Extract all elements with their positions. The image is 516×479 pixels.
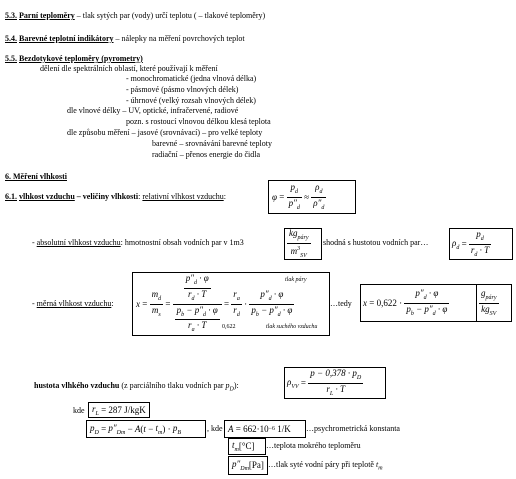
psychrometric-constant-label: …psychrometrická konstanta (306, 424, 400, 433)
section-5-3-number: 5.3. (5, 11, 17, 20)
pyrometer-line: radiační – přenos energie do čidla (152, 150, 261, 159)
section-5-5-number: 5.5. (5, 54, 17, 63)
vapor-density-formula: $\rho_d$ = $\frac{p_d}{r_d \cdot T}$ (449, 228, 513, 260)
kde-label-1: kde (73, 406, 85, 415)
section-5-4-text: – nálepky na měření povrchových teplot (113, 34, 245, 43)
specific-humidity-line: - měrná vlhkost vzduchu: (32, 299, 114, 308)
pyrometer-line: dle vlnové délky – UV, optické, infračervené, radiové (67, 106, 239, 115)
pyrometer-line: barevné – srovnávání barevné teploty (152, 139, 272, 148)
relative-humidity-formula: φ = $\frac{p_d}{p''_d}$ ≈ $\frac{\rho_d}{\rho''_d}$ (268, 180, 356, 214)
pyrometer-line: - pásmové (pásmo vlnových délek) (126, 85, 239, 94)
specific-humidity-result: x = 0,622 · $\frac{p''_d \cdot \varphi}{p_b - p''_d \cdot \varphi}$ (360, 284, 478, 322)
absolute-humidity-line: - absolutní vlhkost vzduchu: hmotnostní obsah vodních par v 1m3 (32, 238, 244, 247)
pyrometer-line: dle způsobu měření – jasové (srovnávací) – pro velké teploty (67, 128, 263, 137)
ratio-value-result: 0,622 (376, 298, 397, 308)
section-6-1-title: vlhkost vzduchu (19, 192, 75, 201)
pyrometer-line: pozn. s rostoucí vlnovou délkou klesá teplota (126, 117, 271, 126)
psychrometric-constant-formula: A = 662·10 −6 1/K (224, 420, 306, 438)
section-5-4 (5, 34, 245, 44)
wet-bulb-temperature-label: …teplota mokrého teploměru (266, 441, 361, 450)
relative-humidity-label: relativní vlhkost vzduchu (142, 192, 224, 201)
section-6-1-number: 6.1. (5, 192, 17, 201)
section-5-4-number: 5.4. (5, 34, 17, 43)
humid-air-density-line: hustota vlhkého vzduchu (z parciálního tlaku vodních par $p_D$): (34, 381, 239, 393)
ratio-value: 0,622 (222, 324, 236, 330)
absolute-humidity-text: : hmotnostní obsah vodních par v 1m3 (120, 238, 244, 247)
specific-humidity-label: měrná vlhkost vzduchu (36, 299, 112, 308)
dry-air-pressure-note: tlak suchého vzduchu (266, 324, 318, 330)
section-5-5-title: Bezdotykové teploměry (pyrometry) (19, 54, 143, 63)
saturated-vapor-pressure-symbol: $p''_{Dm}$ [Pa] (228, 456, 268, 475)
pyrometer-line: - monochromatické (jedna vlnová délka) (126, 74, 257, 83)
gas-constant-formula: $r_L$ = 287 J/kgK (88, 402, 150, 418)
humid-air-density-label: hustota vlhkého vzduchu (34, 381, 120, 390)
section-5-3-text: – tlak sytých par (vody) určí teplotu ( – tlakové teploměry) (74, 11, 266, 20)
wet-bulb-temperature-symbol: $t_m$ [°C] (228, 438, 266, 455)
section-5-3-title: Parní teploměry (19, 11, 75, 20)
pyrometer-line: - úhrnové (velký rozsah vlnových délek) (126, 96, 256, 105)
section-5-4-title: Barevné teplotní indikátory (19, 34, 114, 43)
vapor-pressure-note: tlak páry (285, 277, 307, 283)
saturated-vapor-pressure-label: …tlak syté vodní páry při teplotě $t_m$ (268, 460, 383, 472)
section-6-1-subtitle: – veličiny vlhkosti (74, 192, 139, 201)
section-5-5-heading (5, 54, 143, 64)
section-6-1: 6.1. vlhkost vzduchu – veličiny vlhkosti: relativní vlhkost vzduchu: (5, 192, 226, 201)
section-6-title: 6. Měření vlhkosti (5, 172, 67, 181)
section-5-3 (5, 11, 265, 21)
partial-pressure-formula: $p_D$ = $p''_{Dm}$ − A ( t − $t_m$ ) · $p_B$ (86, 420, 206, 438)
absolute-humidity-unit: $\frac{kg_{páry}}{m^3_{SV}}$ (284, 228, 322, 260)
specific-humidity-formula: x = $\frac{m_d}{m_s}$ = $\frac{\frac{p''_d \cdot \varphi}{r_d \cdot T}}{\frac{p_b - p''_d \cdot \varphi}{r_a \cdot T}}$ = $\frac{r_a}{r_d}$ · $\frac{p''_d \cdot \varphi}{p_b - p''_d \cdot \varphi}$ (132, 272, 330, 336)
tedy-text: …tedy (330, 299, 352, 308)
pyrometer-line: dělení dle spektrálních oblastí, které používají k měření (40, 64, 218, 73)
humid-air-density-formula: $\rho_{VV}$ = $\frac{p - 0,378 \cdot p_D}{r_L \cdot T}$ (284, 367, 386, 399)
specific-humidity-unit: $\frac{g_{páry}}{kg_{SV}}$ (476, 284, 512, 322)
kde-label-2: , kde (207, 424, 223, 433)
absolute-humidity-label: absolutní vlhkost vzduchu (36, 238, 121, 247)
absolute-humidity-same: shodná s hustotou vodních par… (323, 238, 429, 247)
